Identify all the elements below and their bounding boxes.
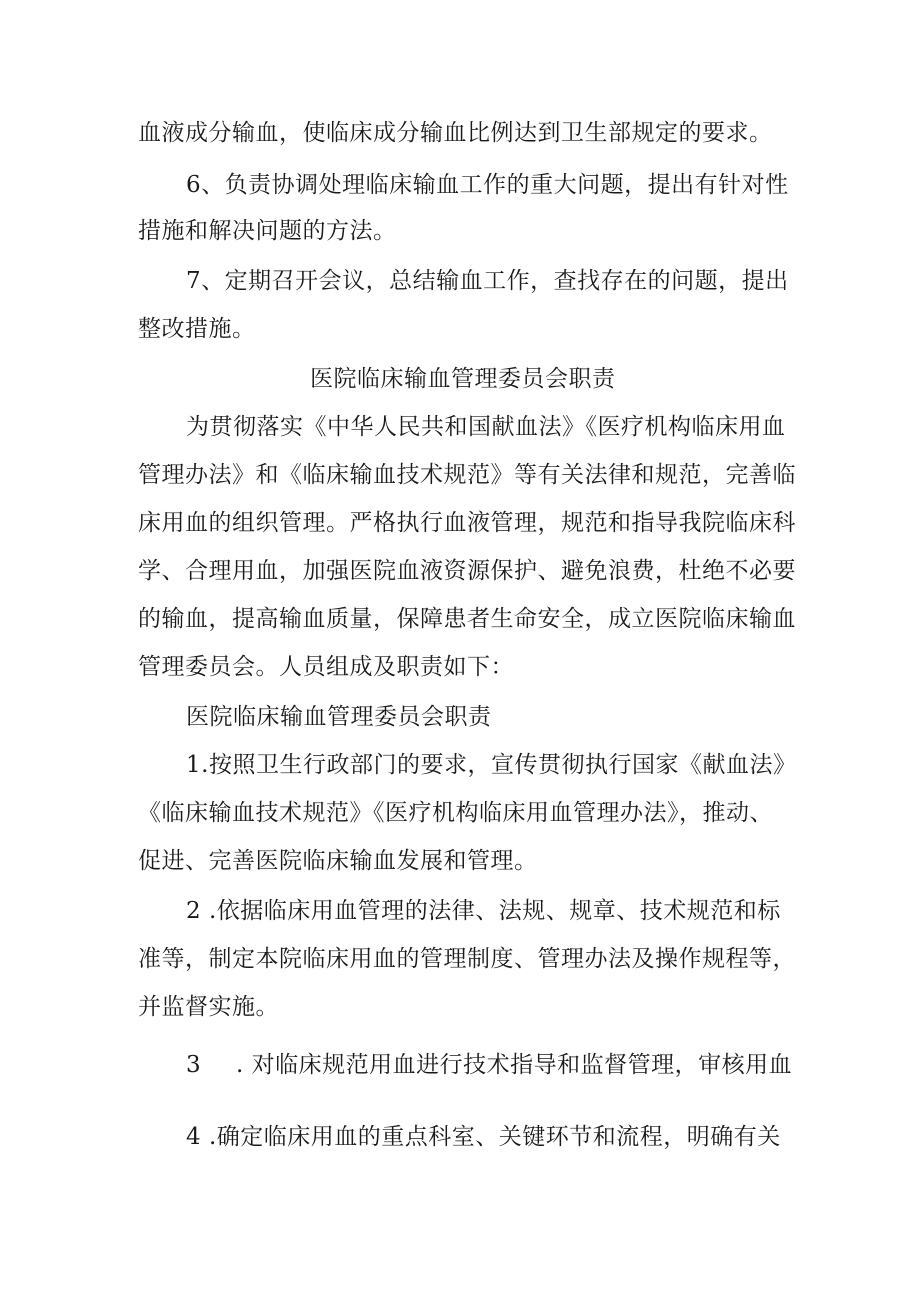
list-item-line: 1.按照卫生行政部门的要求，宣传贯彻执行国家《献血法》 [186, 752, 797, 778]
paragraph-line: 为贯彻落实《中华人民共和国献血法》《医疗机构临床用血 [186, 414, 786, 440]
subsection-heading: 医院临床输血管理委员会职责 [186, 704, 492, 730]
list-number: 3 [186, 1052, 202, 1078]
paragraph-line: 6、负责协调处理临床输血工作的重大问题，提出有针对性 [186, 172, 789, 198]
list-item-line: 促进、完善医院临床输血发展和管理。 [138, 848, 538, 874]
paragraph-line: 7、定期召开会议，总结输血工作，查找存在的问题，提出 [186, 268, 789, 294]
list-item-line: 《临床输血技术规范》《医疗机构临床用血管理办法》，推动、 [138, 800, 773, 826]
list-item-text: . 对临床规范用血进行技术指导和监督管理，审核用血 [236, 1052, 793, 1078]
paragraph-line: 学、合理用血，加强医院血液资源保护、避免浪费，杜绝不必要 [138, 558, 796, 584]
paragraph-line: 血液成分输血，使临床成分输血比例达到卫生部规定的要求。 [138, 120, 773, 146]
list-item-line: 4 .确定临床用血的重点科室、关键环节和流程，明确有关 [186, 1124, 781, 1150]
paragraph-line: 床用血的组织管理。严格执行血液管理，规范和指导我院临床科 [138, 510, 796, 536]
paragraph-line: 管理办法》和《临床输血技术规范》等有关法律和规范，完善临 [138, 462, 796, 488]
list-item-line: 2 .依据临床用血管理的法律、法规、规章、技术规范和标 [186, 898, 781, 924]
list-item-line: 准等，制定本院临床用血的管理制度、管理办法及操作规程等， [138, 946, 796, 972]
list-item-line-3 [186, 1050, 792, 1080]
paragraph-line: 措施和解决问题的方法。 [138, 218, 397, 244]
section-heading: 医院临床输血管理委员会职责 [310, 366, 616, 392]
paragraph-line: 整改措施。 [138, 316, 256, 342]
paragraph-line: 的输血，提高输血质量，保障患者生命安全，成立医院临床输血 [138, 606, 796, 632]
paragraph-line: 管理委员会。人员组成及职责如下： [138, 654, 514, 680]
list-item-line: 并监督实施。 [138, 994, 279, 1020]
